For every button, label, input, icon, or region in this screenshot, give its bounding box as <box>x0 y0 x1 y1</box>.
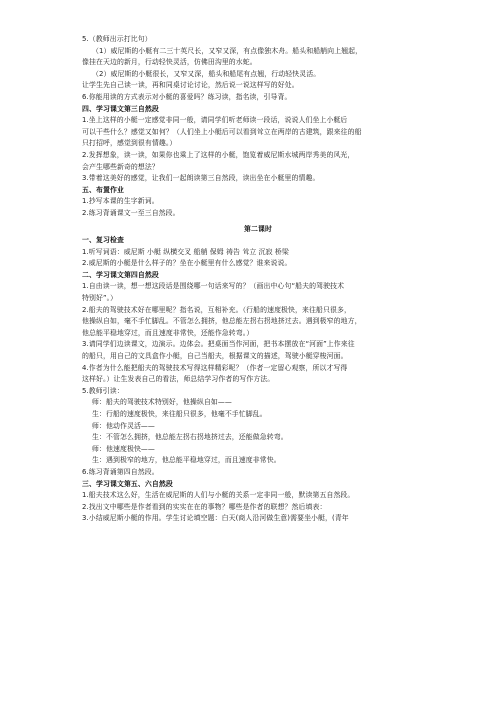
section-heading: 五、布置作业 <box>82 185 124 194</box>
text-line: 1.听写词语：威尼斯 小艇 纵横交叉 船艄 保姆 祷告 耸立 沉寂 桥梁 <box>82 247 289 256</box>
dialogue-line: 师：他动作灵活—— <box>92 421 155 430</box>
section-heading: 一、复习检查 <box>82 236 124 245</box>
text-line: （1）威尼斯的小艇有二三十英尺长，又窄又深，有点像独木舟。船头和船艄向上翘起， <box>92 46 363 55</box>
text-line: 这样好。）让生发表自己的看法，师总结学习作者的写作方法。 <box>82 375 275 384</box>
text-line: 5.（教师出示打比句） <box>82 35 152 43</box>
section-heading: 四、学习课文第三自然段 <box>82 104 159 113</box>
text-line: 他总能平稳地穿过，而且速度非常快，还能作急转弯。） <box>82 328 254 337</box>
text-line: 他操纵自如，毫不手忙脚乱。不管怎么拥挤，他总能左拐右拐地挤过去。遇到极窄的地方， <box>82 317 362 326</box>
text-line: 的船只，用自己的文具盒作小艇，自己当船夫，根据课文的描述，驾驶小艇穿梭河面。 <box>82 352 348 361</box>
dialogue-line: 生：行船的速度极快，来往船只很多，他毫不手忙脚乱。 <box>92 410 267 418</box>
text-line: 1.自由读一读，想一想这段话是围绕哪一句话来写的？（画出中心句“船夫的驾驶技术 <box>82 282 345 291</box>
text-line: 3.请同学们边读课文，边演示。边体会。把桌面当作河面，把书本摆放在“河面”上作来往 <box>82 340 355 349</box>
text-line: 3.带着这美好的感觉，让我们一起朗读第三自然段，读出坐在小艇里的情趣。 <box>82 174 320 183</box>
dialogue-line: 生：遇到极窄的地方，他总能平稳地穿过，而且速度非常快。 <box>92 456 281 465</box>
lesson-title: 第二课时 <box>244 224 272 233</box>
text-line: 5.教师引读： <box>82 386 124 395</box>
text-line: 像挂在天边的新月，行动轻快灵活，仿佛田沟里的水蛇。 <box>82 58 257 67</box>
text-line: 可以干些什么？感觉又如何？（人们坐上小艇后可以看到耸立在两岸的古建筑，跟来往的船 <box>82 127 362 136</box>
text-line: 特别好”。） <box>82 294 118 303</box>
text-line: 2.练习背诵课文一至三自然段。 <box>82 208 180 217</box>
text-line: （2）威尼斯的小艇很长，又窄又深，船头和船尾有点翘，行动轻快灵活。 <box>92 69 321 78</box>
text-line: 只打招呼，感觉到很有情趣。） <box>82 139 177 148</box>
section-heading: 三、学习课文第五、六自然段 <box>82 479 173 488</box>
text-line: 2.发挥想象，读一读，如果你也乘上了这样的小艇，饱览着威尼斯水城两岸秀美的风光， <box>82 150 355 159</box>
text-line: 3.小结威尼斯小艇的作用。学生讨论填空题：白天(商人沿河做生意)需要坐小艇，(青年 <box>82 514 349 523</box>
text-line: 1.船夫技术这么好，生活在威尼斯的人们与小艇的关系一定非同一般，默读第五自然段。 <box>82 491 355 500</box>
text-line: 2.威尼斯的小艇是什么样子的？坐在小艇里有什么感觉？谁来说说。 <box>82 259 292 268</box>
dialogue-line: 师：他速度极快—— <box>92 444 155 453</box>
text-line: 2.船夫的驾驶技术好在哪里呢？指名说，互相补充。（行船的速度极快，来往船只很多， <box>82 305 351 314</box>
text-line: 会产生哪些新奇的想法？ <box>82 162 159 171</box>
text-line: 1.抄写本课的生字新词。 <box>82 197 159 206</box>
text-line: 6.练习背诵第四自然段。 <box>82 467 159 476</box>
text-line: 6.你能用读的方式表示对小艇的喜爱吗？练习读，指名读，引导背。 <box>82 92 292 101</box>
text-line: 1.坐上这样的小艇一定感觉非同一般，请同学们听老师读一段话，说说人们坐上小艇后 <box>82 116 348 125</box>
dialogue-line: 师：船夫的驾驶技术特别好，他操纵自如—— <box>92 398 232 407</box>
section-heading: 二、学习课文第四自然段 <box>82 270 159 279</box>
dialogue-line: 生：不管怎么拥挤，他总能左拐右拐地挤过去，还能做急转弯。 <box>92 433 288 442</box>
text-line: 2.找出文中哪些是作者看到的实实在在的事物？哪些是作者的联想？然后填表： <box>82 502 327 511</box>
text-line: 4.作者为什么能把船夫的驾驶技术写得这样精彩呢？（作者一定留心观察，所以才写得 <box>82 363 348 372</box>
document-page <box>82 34 434 525</box>
text-line: 让学生先自己读一读，再和同桌讨论讨论，然后说一说这样写的好处。 <box>82 81 299 90</box>
